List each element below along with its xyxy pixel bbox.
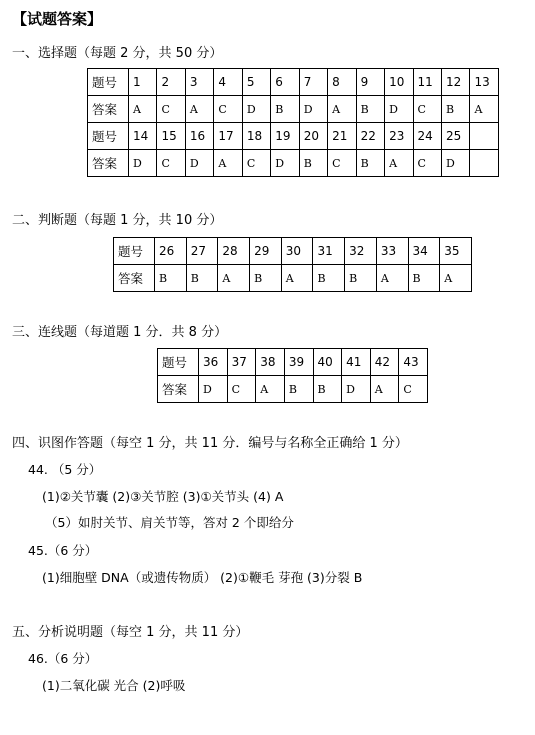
table-cell: C (399, 376, 428, 403)
table-cell: 33 (376, 238, 408, 265)
table-cell: D (185, 150, 213, 177)
row-header-cell: 答案 (88, 96, 129, 123)
table-cell: 41 (342, 349, 371, 376)
table-cell: 13 (470, 69, 498, 96)
row-header-cell: 题号 (88, 123, 129, 150)
table-cell: 4 (214, 69, 242, 96)
table-cell: A (470, 96, 498, 123)
table-row (158, 376, 428, 403)
table-cell: A (440, 265, 472, 292)
table-cell: 3 (185, 69, 213, 96)
table-cell: 1 (129, 69, 157, 96)
table-cell: C (157, 150, 185, 177)
table-cell: 19 (271, 123, 299, 150)
table-cell: B (186, 265, 218, 292)
table-cell: C (214, 96, 242, 123)
table-row (158, 349, 428, 376)
table-cell: B (313, 265, 345, 292)
table-cell: D (299, 96, 327, 123)
table-cell: B (299, 150, 327, 177)
table-cell: 30 (281, 238, 313, 265)
table-cell: 14 (129, 123, 157, 150)
row-header-cell: 答案 (114, 265, 155, 292)
table-cell: 40 (313, 349, 342, 376)
table-row (88, 123, 499, 150)
choice-heading: 一、选择题（每题 2 分，共 50 分） (12, 46, 223, 61)
table-cell: 43 (399, 349, 428, 376)
table-cell: C (242, 150, 270, 177)
q44-label: 44. （5 分） (28, 462, 102, 477)
table-cell: D (129, 150, 157, 177)
table-cell: A (214, 150, 242, 177)
q45-label: 45.（6 分） (28, 543, 98, 558)
table-cell: C (227, 376, 256, 403)
q45-answer-line1: (1)细胞壁 DNA（或遗传物质） (2)①鞭毛 芽孢 (3)分裂 B (42, 570, 363, 585)
q44-answer-line1: (1)②关节囊 (2)③关节腔 (3)①关节头 (4) A (42, 489, 284, 504)
table-cell: C (413, 150, 441, 177)
table-cell: 31 (313, 238, 345, 265)
table-cell: 24 (413, 123, 441, 150)
table-cell: 39 (284, 349, 313, 376)
table-cell: B (345, 265, 377, 292)
table-cell: 9 (356, 69, 384, 96)
table-cell: 26 (155, 238, 187, 265)
table-cell: 8 (328, 69, 356, 96)
table-row (114, 238, 472, 265)
analysis-heading: 五、分析说明题（每空 1 分，共 11 分） (12, 625, 249, 640)
figure-heading: 四、识图作答题（每空 1 分，共 11 分．编号与名称全正确给 1 分） (12, 436, 408, 451)
table-cell: 2 (157, 69, 185, 96)
table-cell: C (157, 96, 185, 123)
page-title: 【试题答案】 (12, 10, 103, 28)
table-row (88, 96, 499, 123)
table-cell: A (185, 96, 213, 123)
table-cell (470, 150, 498, 177)
table-cell: 20 (299, 123, 327, 150)
table-cell: 7 (299, 69, 327, 96)
table-cell: A (376, 265, 408, 292)
table-cell: 25 (441, 123, 469, 150)
table-cell: A (328, 96, 356, 123)
q44-answer-line2: （5）如肘关节、肩关节等，答对 2 个即给分 (45, 515, 294, 530)
table-cell: 5 (242, 69, 270, 96)
table-cell: D (342, 376, 371, 403)
q46-answer-line1: (1)二氧化碳 光合 (2)呼吸 (42, 678, 186, 693)
table-cell: A (218, 265, 250, 292)
choice-answer-table (87, 68, 499, 177)
match-heading: 三、连线题（每道题 1 分．共 8 分） (12, 325, 228, 340)
table-cell: D (385, 96, 413, 123)
table-cell: 37 (227, 349, 256, 376)
table-cell: 11 (413, 69, 441, 96)
table-cell: 6 (271, 69, 299, 96)
row-header-cell: 题号 (114, 238, 155, 265)
table-cell: 12 (441, 69, 469, 96)
row-header-cell: 答案 (88, 150, 129, 177)
table-cell: 23 (385, 123, 413, 150)
table-cell: 17 (214, 123, 242, 150)
table-cell: D (242, 96, 270, 123)
row-header-cell: 答案 (158, 376, 199, 403)
table-cell: B (356, 150, 384, 177)
table-cell: 22 (356, 123, 384, 150)
table-cell: B (356, 96, 384, 123)
table-cell: 32 (345, 238, 377, 265)
table-cell: B (408, 265, 440, 292)
table-cell: B (284, 376, 313, 403)
table-cell: 38 (256, 349, 285, 376)
table-cell (470, 123, 498, 150)
q46-label: 46.（6 分） (28, 651, 98, 666)
table-cell: A (256, 376, 285, 403)
table-cell: B (271, 96, 299, 123)
judge-heading: 二、判断题（每题 1 分，共 10 分） (12, 213, 223, 228)
table-cell: 28 (218, 238, 250, 265)
table-cell: A (370, 376, 399, 403)
table-cell: B (155, 265, 187, 292)
table-cell: B (441, 96, 469, 123)
table-cell: 15 (157, 123, 185, 150)
table-cell: 27 (186, 238, 218, 265)
judge-answer-table (113, 237, 472, 292)
table-cell: 29 (250, 238, 282, 265)
table-cell: D (199, 376, 228, 403)
table-cell: D (441, 150, 469, 177)
table-cell: 18 (242, 123, 270, 150)
table-cell: A (281, 265, 313, 292)
table-row (88, 69, 499, 96)
match-answer-table (157, 348, 428, 403)
table-cell: 35 (440, 238, 472, 265)
table-cell: C (328, 150, 356, 177)
table-row (88, 150, 499, 177)
table-cell: 21 (328, 123, 356, 150)
table-cell: A (385, 150, 413, 177)
table-cell: 16 (185, 123, 213, 150)
table-row (114, 265, 472, 292)
table-cell: 10 (385, 69, 413, 96)
table-cell: 34 (408, 238, 440, 265)
row-header-cell: 题号 (88, 69, 129, 96)
table-cell: 36 (199, 349, 228, 376)
table-cell: A (129, 96, 157, 123)
table-cell: 42 (370, 349, 399, 376)
table-cell: C (413, 96, 441, 123)
row-header-cell: 题号 (158, 349, 199, 376)
table-cell: D (271, 150, 299, 177)
table-cell: B (313, 376, 342, 403)
table-cell: B (250, 265, 282, 292)
